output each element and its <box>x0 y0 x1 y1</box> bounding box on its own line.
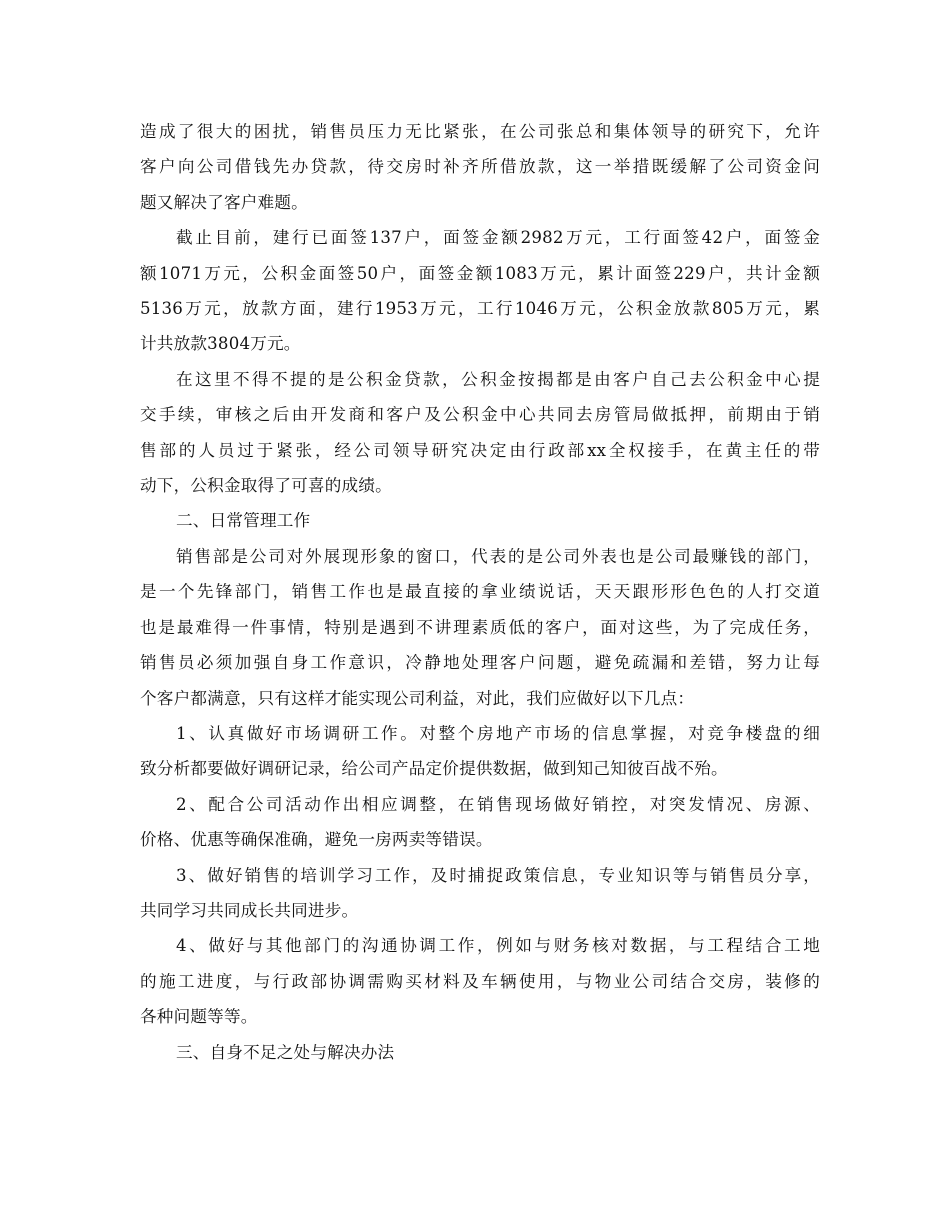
list-item <box>140 928 820 1034</box>
text-line: 共同学习共同成长共同进步。 <box>140 900 359 920</box>
text-line: 也是最难得一件事情，特别是遇到不讲理素质低的客户，面对这些，为了完成任务， <box>140 617 820 637</box>
text-line: 截止目前，建行已面签137户，面签金额2982万元，工行面签42户，面签金 <box>176 228 820 248</box>
text-line: 销售员必须加强自身工作意识，冷静地处理客户问题，避免疏漏和差错，努力让每 <box>140 653 820 673</box>
section-heading-shortcomings <box>140 1035 820 1070</box>
paragraph-sales-department <box>140 539 820 716</box>
text-line: 动下，公积金取得了可喜的成绩。 <box>140 476 392 496</box>
text-line: 的施工进度，与行政部协调需购买材料及车辆使用，与物业公司结合交房，装修的 <box>140 971 820 991</box>
text-line: 交手续，审核之后由开发商和客户及公积金中心共同去房管局做抵押，前期由于销 <box>140 405 820 425</box>
list-item <box>140 716 820 787</box>
text-line: 5136万元，放款方面，建行1953万元，工行1046万元，公积金放款805万元，累 <box>140 299 820 319</box>
text-line: 个客户都满意，只有这样才能实现公司利益，对此，我们应做好以下几点： <box>140 688 695 708</box>
text-line: 客户向公司借钱先办贷款，待交房时补齐所借放款，这一举措既缓解了公司资金问 <box>140 157 820 177</box>
paragraph-loan-statistics <box>140 220 820 362</box>
text-line: 1、认真做好市场调研工作。对整个房地产市场的信息掌握，对竞争楼盘的细 <box>176 723 820 743</box>
text-line: 销售部是公司对外展现形象的窗口，代表的是公司外表也是公司最赚钱的部门， <box>176 546 820 566</box>
text-line: 4、做好与其他部门的沟通协调工作，例如与财务核对数据，与工程结合工地 <box>176 936 820 956</box>
text-line: 2、配合公司活动作出相应调整，在销售现场做好销控，对突发情况、房源、 <box>176 794 820 814</box>
heading-line: 二、日常管理工作 <box>176 511 311 531</box>
text-line: 价格、优惠等确保准确，避免一房两卖等错误。 <box>140 830 493 850</box>
text-line: 题又解决了客户难题。 <box>140 192 308 212</box>
text-line: 额1071万元，公积金面签50户，面签金额1083万元，累计面签229户，共计金额 <box>140 263 820 283</box>
list-item <box>140 787 820 858</box>
paragraph-continuation <box>140 114 820 220</box>
list-item <box>140 858 820 929</box>
text-line: 各种问题等等。 <box>140 1007 258 1027</box>
paragraph-provident-fund <box>140 362 820 504</box>
text-line: 售部的人员过于紧张，经公司领导研究决定由行政部xx全权接手，在黄主任的带 <box>140 440 820 460</box>
text-line: 3、做好销售的培训学习工作，及时捕捉政策信息，专业知识等与销售员分享， <box>176 865 820 885</box>
text-line: 计共放款3804万元。 <box>140 334 301 354</box>
text-line: 是一个先锋部门，销售工作也是最直接的拿业绩说话，天天跟形形色色的人打交道 <box>140 582 820 602</box>
text-line: 致分析都要做好调研记录，给公司产品定价提供数据，做到知己知彼百战不殆。 <box>140 759 728 779</box>
document-body <box>140 114 820 1070</box>
text-line: 在这里不得不提的是公积金贷款，公积金按揭都是由客户自己去公积金中心提 <box>176 369 820 389</box>
heading-line: 三、自身不足之处与解决办法 <box>176 1042 395 1062</box>
text-line: 造成了很大的困扰，销售员压力无比紧张，在公司张总和集体领导的研究下，允许 <box>140 122 820 141</box>
section-heading-daily-management <box>140 503 820 538</box>
